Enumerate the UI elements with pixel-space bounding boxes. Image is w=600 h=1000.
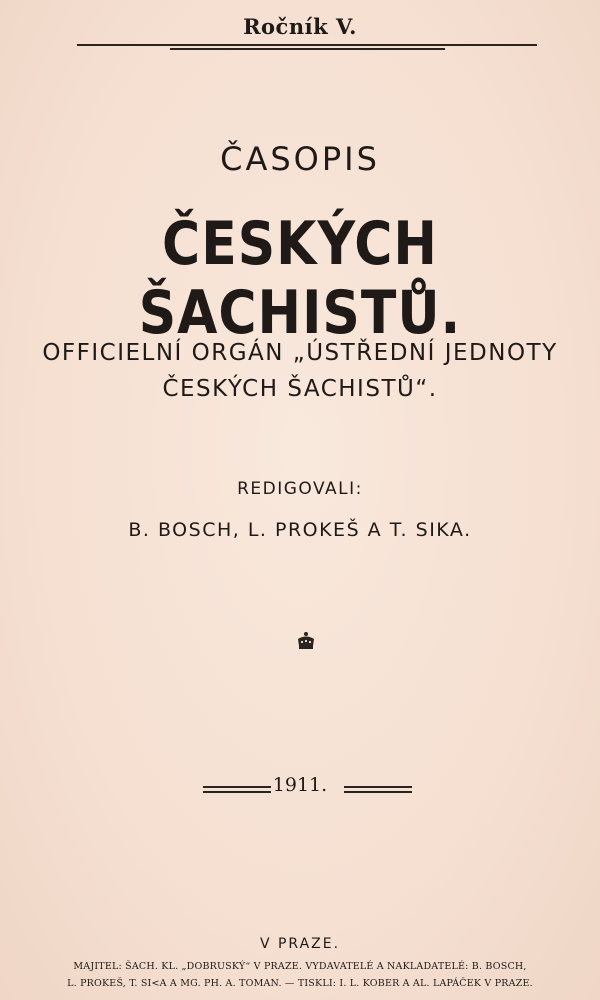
imprint-line-2: L. PROKEŠ, T. SI<A A MG. PH. A. TOMAN. — TISKLI: I. L. KOBER A AL. LAPÁČEK V PRAZE. — [67, 978, 533, 989]
subtitle-line-2: ČESKÝCH ŠACHISTŮ“. — [162, 376, 438, 402]
year-rule-right-2 — [344, 791, 412, 793]
imprint-line-1: MAJITEL: ŠACH. KL. „DOBRUSKÝ“ V PRAZE. VYDAVATELÉ A NAKLADATELÉ: B. BOSCH, — [73, 961, 527, 972]
year-rule-left-2 — [203, 791, 271, 793]
crown-icon — [295, 630, 317, 652]
editors-label: REDIGOVALI: — [237, 479, 363, 499]
year-rule-left — [203, 786, 271, 788]
year-rule-right — [344, 786, 412, 788]
place-of-publication: V PRAZE. — [259, 936, 341, 952]
year-row — [0, 774, 600, 804]
top-divider-rule — [77, 44, 537, 46]
editors-names: B. BOSCH, L. PROKEŠ A T. SIKA. — [128, 519, 472, 541]
subtitle-line-1: OFFICIELNÍ ORGÁN „ÚSTŘEDNÍ JEDNOTY — [42, 340, 558, 366]
top-divider-rule-secondary — [170, 48, 445, 50]
journal-title: ČESKÝCH ŠACHISTŮ. — [138, 210, 462, 348]
journal-kicker: ČASOPIS — [220, 140, 380, 178]
publication-year: 1911. — [272, 774, 328, 796]
volume-label: Ročník V. — [243, 14, 357, 39]
